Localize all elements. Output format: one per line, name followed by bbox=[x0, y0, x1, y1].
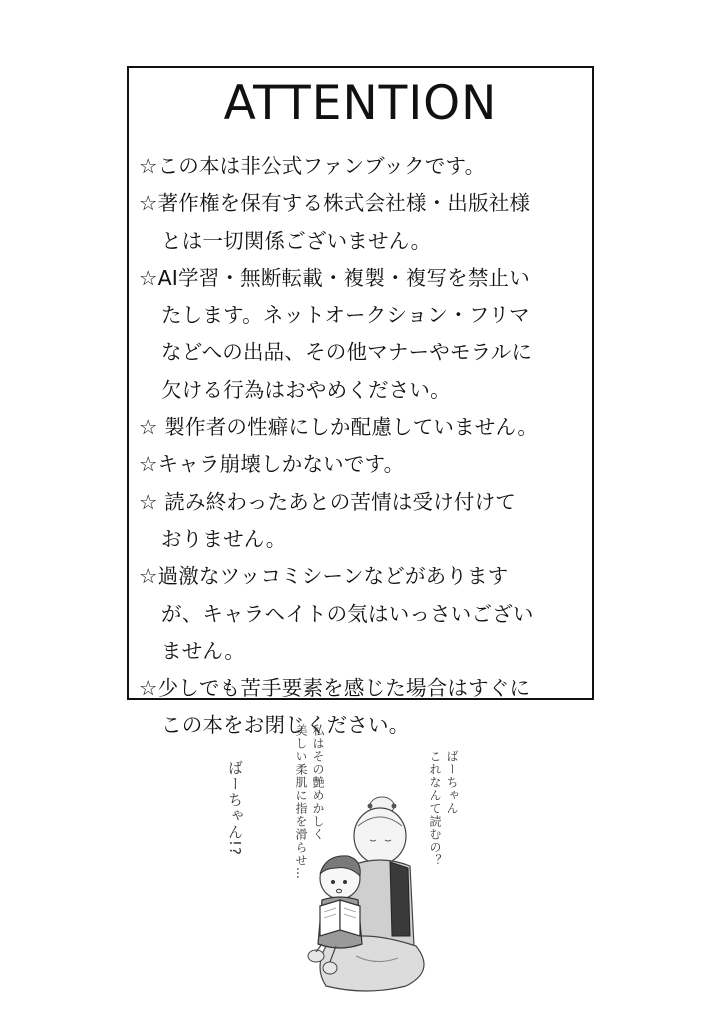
speech-text: 美しい柔肌に指を滑らせ… bbox=[294, 724, 308, 880]
speech-bubble-left bbox=[226, 760, 244, 856]
notice-line: ☆AI学習・無断転載・複製・複写を禁止い bbox=[139, 265, 530, 290]
notice-line: などへの出品、その他マナーやモラルに bbox=[161, 340, 533, 365]
notice-line: 欠ける行為はおやめください。 bbox=[161, 377, 451, 402]
speech-text: ばーちゃん!? bbox=[226, 760, 244, 856]
notice-line: ☆ 製作者の性癖にしか配慮していません。 bbox=[139, 415, 539, 440]
notice-line: たします。ネットオークション・フリマ bbox=[161, 303, 530, 328]
notice-line: ☆ 読み終わったあとの苦情は受け付けて bbox=[139, 489, 516, 514]
speech-text: ばーちゃん bbox=[445, 750, 459, 815]
notice-line: ません。 bbox=[161, 638, 246, 663]
notice-line: が、キャラヘイトの気はいっさいござい bbox=[161, 601, 534, 626]
attention-notice-box bbox=[127, 66, 594, 738]
speech-text: 私はその艶めかしく bbox=[311, 724, 325, 841]
notice-line: おりません。 bbox=[161, 526, 287, 551]
notice-line: ☆少しでも苦手要素を感じた場合はすぐに bbox=[139, 676, 531, 701]
notice-line: この本をお閉じください。 bbox=[161, 713, 410, 738]
notice-line: ☆この本は非公式ファンブックです。 bbox=[139, 154, 486, 178]
notice-line: ☆過激なツッコミシーンなどがあります bbox=[139, 564, 509, 589]
notice-line: ☆著作権を保有する株式会社様・出版社様 bbox=[139, 191, 531, 216]
grandma-and-child-illustration bbox=[286, 796, 436, 996]
notice-title: ATTENTION bbox=[223, 76, 498, 131]
notice-line: ☆キャラ崩壊しかないです。 bbox=[139, 452, 405, 477]
notice-lines bbox=[139, 148, 594, 745]
notice-line: とは一切関係ございません。 bbox=[161, 228, 432, 253]
speech-text: これなんて読むの？ bbox=[428, 750, 442, 867]
